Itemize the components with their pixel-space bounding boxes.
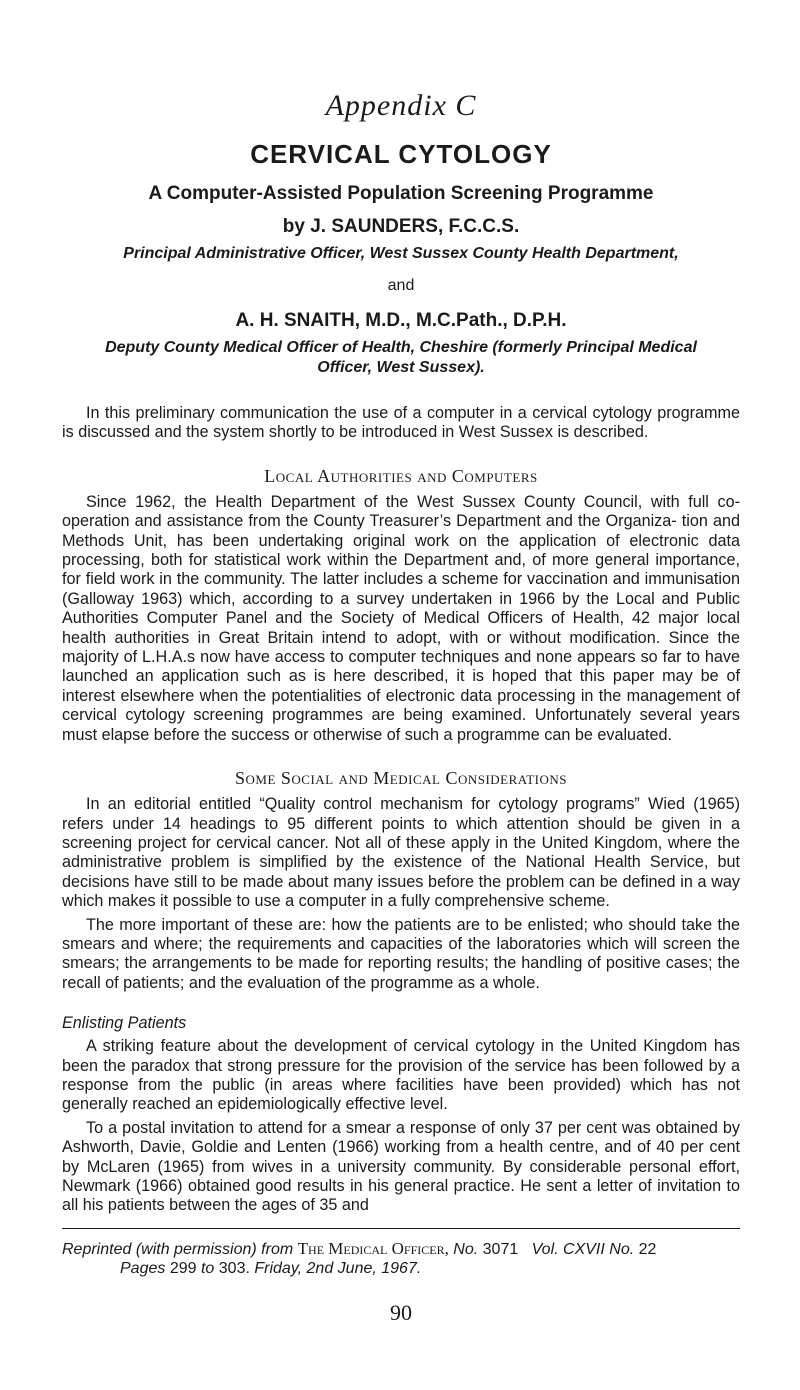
footnote-vol-value: CXVII [563, 1240, 605, 1258]
author-conjunction: and [387, 277, 415, 294]
footnote-vol-label: Vol. [531, 1240, 559, 1258]
footnote-date: Friday, 2nd June, 1967. [254, 1259, 422, 1277]
section-heading-local-authorities: Local Authorities and Computers [264, 465, 538, 486]
footnote-no2-label: No. [609, 1240, 635, 1258]
appendix-label: Appendix C [325, 89, 477, 122]
author-byline-1: by J. SAUNDERS, F.C.C.S. [282, 216, 520, 237]
document-page [62, 88, 740, 1326]
author-byline-2: A. H. SNAITH, M.D., M.C.Path., D.P.H. [235, 310, 567, 331]
intro-paragraph: In this preliminary communication the use of a computer in a cervical cytology programme is discussed and the system shortly to be introduced in West Sussex is described. [62, 404, 740, 442]
footnote-divider [62, 1228, 740, 1229]
footnote-no-label: No. [453, 1240, 479, 1258]
paragraph: To a postal invitation to attend for a smear a response of only 37 per cent was obtained by Ashworth, Davie, Goldie and Lenten (1966) working from a health centre, and of 40 per cent by McLaren (1965) from wives in a university community. By considerable personal effort, Newmark (1966) obtained good results in his general practice. He sent a letter of invitation to all his patients between the ages of 35 and [62, 1118, 740, 1215]
paragraph: In an editorial entitled “Quality control mechanism for cytology programs” Wied (1965) refers under 14 headings to 95 different points to which attention should be given in a screening project for cervical cancer. Not all of these apply in the United Kingdom, where the administrative problem is simplified by the existence of the National Health Service, but decisions have still to be made about many issues before the problem can be defined in a way which makes it possible to use a computer in a fully comprehensive scheme. [62, 795, 740, 911]
paragraph: Since 1962, the Health Department of the West Sussex County Council, with full co-operation and assistance from the County Treasurer’s Department and the Organiza- tion and Methods Unit, has been undertaking original work on the application of electronic data processing, both for statistical work within the Department and, of more general importance, for field work in the community. The latter includes a scheme for vaccination and immunisation (Galloway 1963) which, according to a survey undertaken in 1966 by the Local and Public Authorities Computer Panel and the Society of Medical Officers of Health, 42 major local health authorities in Great Britain intend to adopt, with or without modification. Since the majority of L.H.A.s now have access to computer techniques and none appears so far to have launched an application such as is here described, it is hoped that this paper may be of interest elsewhere when the potentialities of electronic data processing in the management of cervical cytology screening programmes are being examined. Unfortunately several years must elapse before the success or otherwise of such a programme can be evaluated. [62, 492, 740, 744]
author-affiliation-2: Deputy County Medical Officer of Health, Cheshire (formerly Principal Medical Officer, West Sussex). [105, 339, 697, 376]
footnote-to-word: to [200, 1259, 215, 1277]
footnote-pages-label: Pages [120, 1259, 166, 1277]
page-title: CERVICAL CYTOLOGY [250, 139, 552, 169]
subsection-heading-enlisting-patients: Enlisting Patients [62, 1014, 187, 1033]
subtitle: A Computer-Assisted Population Screening Programme [148, 183, 654, 204]
page-number: 90 [390, 1299, 412, 1325]
footnote-pages-line [62, 1259, 740, 1278]
footnote-no2-value: 22 [638, 1240, 657, 1258]
paragraph: A striking feature about the development of cervical cytology in the United Kingdom has been the paradox that strong pressure for the provision of the service has been followed by a response from the public (in areas where facilities have been provided) which has not generally reached an epidemiologically effective level. [62, 1037, 740, 1114]
footnote-pages-to: 303. [218, 1259, 250, 1277]
section-heading-social-medical: Some Social and Medical Considerations [234, 768, 568, 789]
paragraph: The more important of these are: how the patients are to be enlisted; who should take the smears and where; the requirements and capacities of the laboratories which will screen the smears; the arrangements to be made for reporting results; the handling of positive cases; the recall of patients; and the evaluation of the programme as a whole. [62, 915, 740, 992]
footnote-no-value: 3071 [482, 1240, 519, 1258]
footnote-reprinted: Reprinted (with permission) from [62, 1240, 294, 1258]
footnote [62, 1239, 740, 1278]
author-affiliation-1: Principal Administrative Officer, West Sussex County Health Department, [123, 245, 679, 262]
footnote-journal: The Medical Officer, [297, 1238, 449, 1258]
footnote-pages-from: 299 [169, 1259, 197, 1277]
